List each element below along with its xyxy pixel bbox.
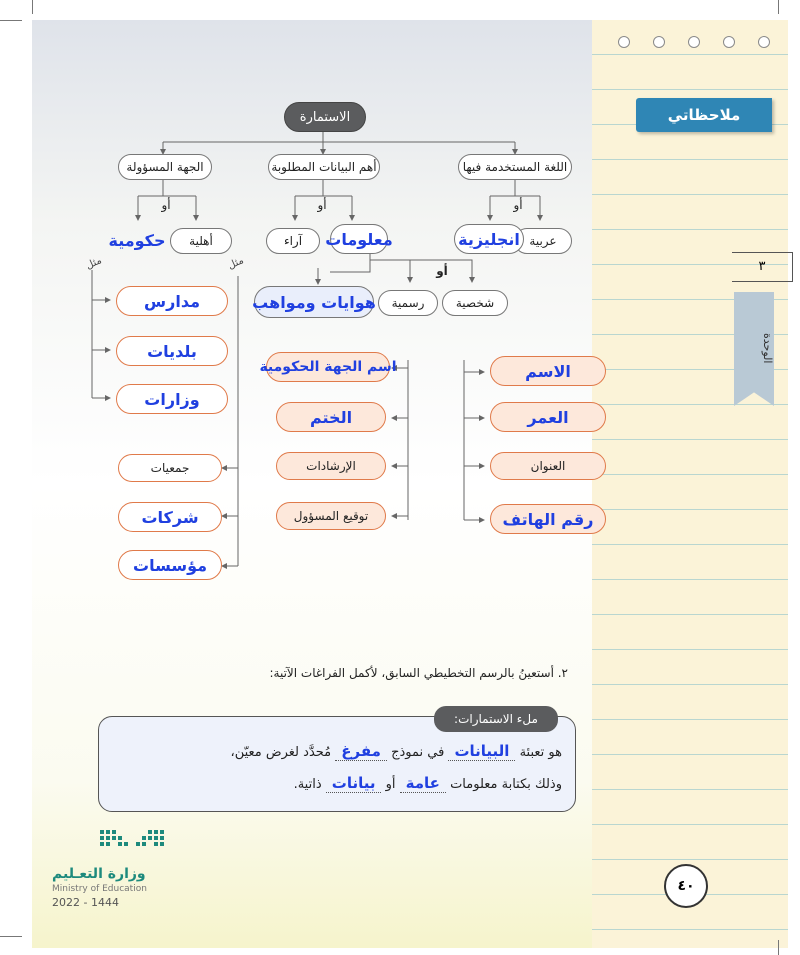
ministry-name-english: Ministry of Education <box>52 884 147 894</box>
example-label: مثل <box>226 255 246 272</box>
question-text: ٢. أستعينُ بالرسم التخطيطي السابق، لأكمل الفراغات الآتية: <box>269 666 568 680</box>
personal-item-phone: رقم الهاتف <box>490 504 606 534</box>
definition-label: ملء الاستمارات: <box>434 706 558 732</box>
option-opinions: آراء <box>266 228 320 254</box>
official-item-authority-name: اسم الجهة الحكومية <box>266 352 390 382</box>
personal-item-age: العمر <box>490 402 606 432</box>
option-english: انجليزية <box>454 224 524 254</box>
ministry-name: وزارة التعـليم <box>52 866 146 882</box>
or-label: أو <box>513 198 523 212</box>
edition-year: 2022 - 1444 <box>52 896 119 909</box>
branch-data: أهم البيانات المطلوبة <box>268 154 380 180</box>
info-hobbies: هوايات ومواهب <box>254 286 374 318</box>
definition-line-2 <box>108 774 562 792</box>
or-label: أو <box>436 264 448 278</box>
personal-item-name: الاسم <box>490 356 606 386</box>
info-official: رسمية <box>378 290 438 316</box>
definition-blank: مفرغ <box>335 742 387 761</box>
gov-example-schools: مدارس <box>116 286 228 316</box>
private-example-associations: جمعيات <box>118 454 222 482</box>
branch-authority: الجهة المسؤولة <box>118 154 212 180</box>
definition-text: أو <box>385 777 396 792</box>
page-number: ٤٠ <box>664 864 708 908</box>
private-example-institutions: مؤسسات <box>118 550 222 580</box>
definition-text: هو تعبئة <box>519 745 562 760</box>
definition-blank: بيانات <box>326 774 382 793</box>
official-item-signature: توقيع المسؤول <box>276 502 386 530</box>
unit-label: الوحدة <box>761 332 774 364</box>
personal-item-address: العنوان <box>490 452 606 480</box>
info-personal: شخصية <box>442 290 508 316</box>
option-private: أهلية <box>170 228 232 254</box>
definition-text: وذلك بكتابة معلومات <box>450 777 562 792</box>
option-information: معلومات <box>330 224 388 254</box>
definition-blank: البيانات <box>448 742 515 761</box>
definition-text: مُحدَّد لغرض معيّن، <box>230 745 332 760</box>
branch-language: اللغة المستخدمة فيها <box>458 154 572 180</box>
official-item-instructions: الإرشادات <box>276 452 386 480</box>
definition-line-1 <box>108 742 562 760</box>
or-label: أو <box>161 198 171 212</box>
diagram-root: الاستمارة <box>284 102 366 132</box>
official-item-stamp: الختم <box>276 402 386 432</box>
gov-example-municipalities: بلديات <box>116 336 228 366</box>
private-example-companies: شركات <box>118 502 222 532</box>
gov-example-ministries: وزارات <box>116 384 228 414</box>
or-label: أو <box>317 198 327 212</box>
option-arabic: عربية <box>514 228 572 254</box>
definition-text: ذاتية. <box>293 777 322 792</box>
example-label: مثل <box>84 255 104 272</box>
option-governmental: حكومية <box>108 230 166 250</box>
unit-number: ٣ <box>732 252 793 282</box>
notes-title: ملاحظاتي <box>636 98 772 132</box>
definition-text: في نموذج <box>391 745 445 760</box>
definition-blank: عامة <box>400 774 446 793</box>
